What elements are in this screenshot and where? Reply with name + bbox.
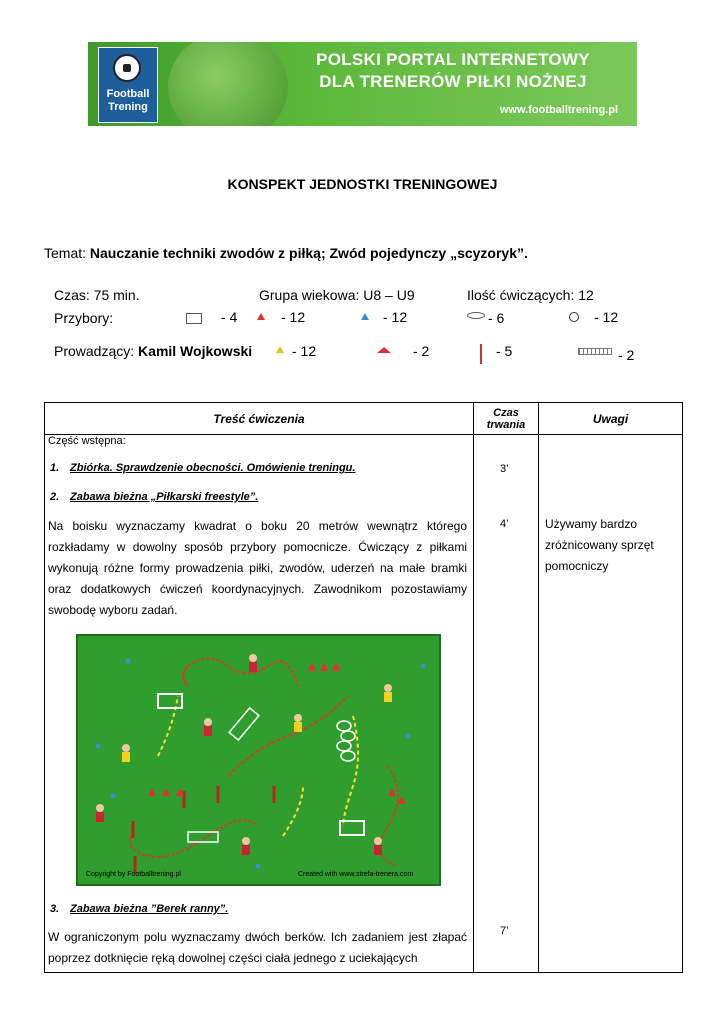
equip-ball-count: - 12 [594,309,619,325]
banner-url[interactable]: www.footballtrening.pl [499,104,618,116]
hoop-icon [467,312,485,319]
item3-title: Zabawa bieżna ”Berek ranny”. [70,903,229,915]
item3-description: W ograniczonym polu wyznaczamy dwóch berków. Ich zadaniem jest złapać poprzez dotknięcie ręką dowolnej części ciała jednego z uciekających [48,930,467,965]
leader-label: Prowadzący: [54,343,139,359]
equip-blue-cone-count: - 12 [383,309,408,325]
time-cell [474,435,539,973]
time-info: Czas: 75 min. [54,287,140,303]
age-group-info: Grupa wiekowa: U8 – U9 [259,287,415,303]
equip-ladder-count: - 2 [618,347,635,363]
header-time: Czas trwania [474,403,539,435]
diagram-credit-right: Created with www.strefa-trenera.com [298,871,414,878]
equip-yellow-cone-count: - 12 [292,343,317,359]
item2-time: 4’ [500,518,509,530]
diagram-credit-left: Copyright by Footballtrening.pl [86,871,181,878]
logo-text: Football Trening [106,88,150,113]
soccer-ball-icon [569,312,579,322]
item3-time: 7’ [500,925,509,937]
ball-icon [113,54,141,82]
leader-line [54,343,252,359]
equip-hoop-count: - 6 [488,310,505,326]
equip-flat-marker-count: - 2 [413,343,430,359]
header-notes: Uwagi [539,403,683,435]
equip-goal-count: - 4 [221,309,238,325]
pole-icon [480,344,482,364]
item2-note: Używamy bardzo zróżnicowany sprzęt pomocniczy [545,517,654,573]
ladder-icon [578,348,612,355]
banner-title-line1: POLSKI PORTAL INTERNETOWY [316,50,590,69]
intro-label: Część wstępna: [48,435,126,447]
item1-time: 3’ [500,463,509,475]
soccer-ball-graphic [168,42,288,126]
item2-description: Na boisku wyznaczamy kwadrat o boku 20 metrów wewnątrz którego rozkładamy w dowolny sposób przybory pomocnicze. Ćwiczący z piłkami wykonują różne formy prowadzenia piłki, zwodów, uderzeń na małe bramki oraz dodatkowych ćwiczeń koordynacyjnych. Zawodnikom pozostawiamy swobodę wyboru zadań. [48,519,467,617]
footballtrening-logo [98,47,158,123]
training-field-diagram [76,634,441,886]
goal-icon [186,313,202,324]
document-title: KONSPEKT JEDNOSTKI TRENINGOWEJ [227,176,498,192]
participants-info: Ilość ćwiczących: 12 [467,287,594,303]
equip-red-cone-count: - 12 [281,309,306,325]
header-content: Treść ćwiczenia [45,403,474,435]
topic-value: Nauczanie techniki zwodów z piłką; Zwód pojedynczy „scyzoryk”. [89,245,528,261]
table-header-row [45,403,683,435]
leader-name: Kamil Wojkowski [138,343,253,359]
topic-line [44,245,528,261]
item2-number: 2. [50,491,60,503]
item1-title: Zbiórka. Sprawdzenie obecności. Omówienie treningu. [70,462,356,474]
item1-number: 1. [50,462,60,474]
topic-label: Temat: [44,245,90,261]
yellow-cone-icon [276,346,284,353]
equip-pole-count: - 5 [496,343,513,359]
header-banner [88,42,637,126]
banner-title-line2: DLA TRENERÓW PIŁKI NOŻNEJ [319,72,587,91]
blue-cone-icon [361,313,369,320]
field-drawing [78,636,439,884]
equipment-label: Przybory: [54,310,114,326]
red-cone-icon [257,313,265,320]
red-flat-marker-icon [377,347,391,353]
item3-number: 3. [50,903,60,915]
item2-title: Zabawa bieżna „Piłkarski freestyle”. [70,491,259,503]
